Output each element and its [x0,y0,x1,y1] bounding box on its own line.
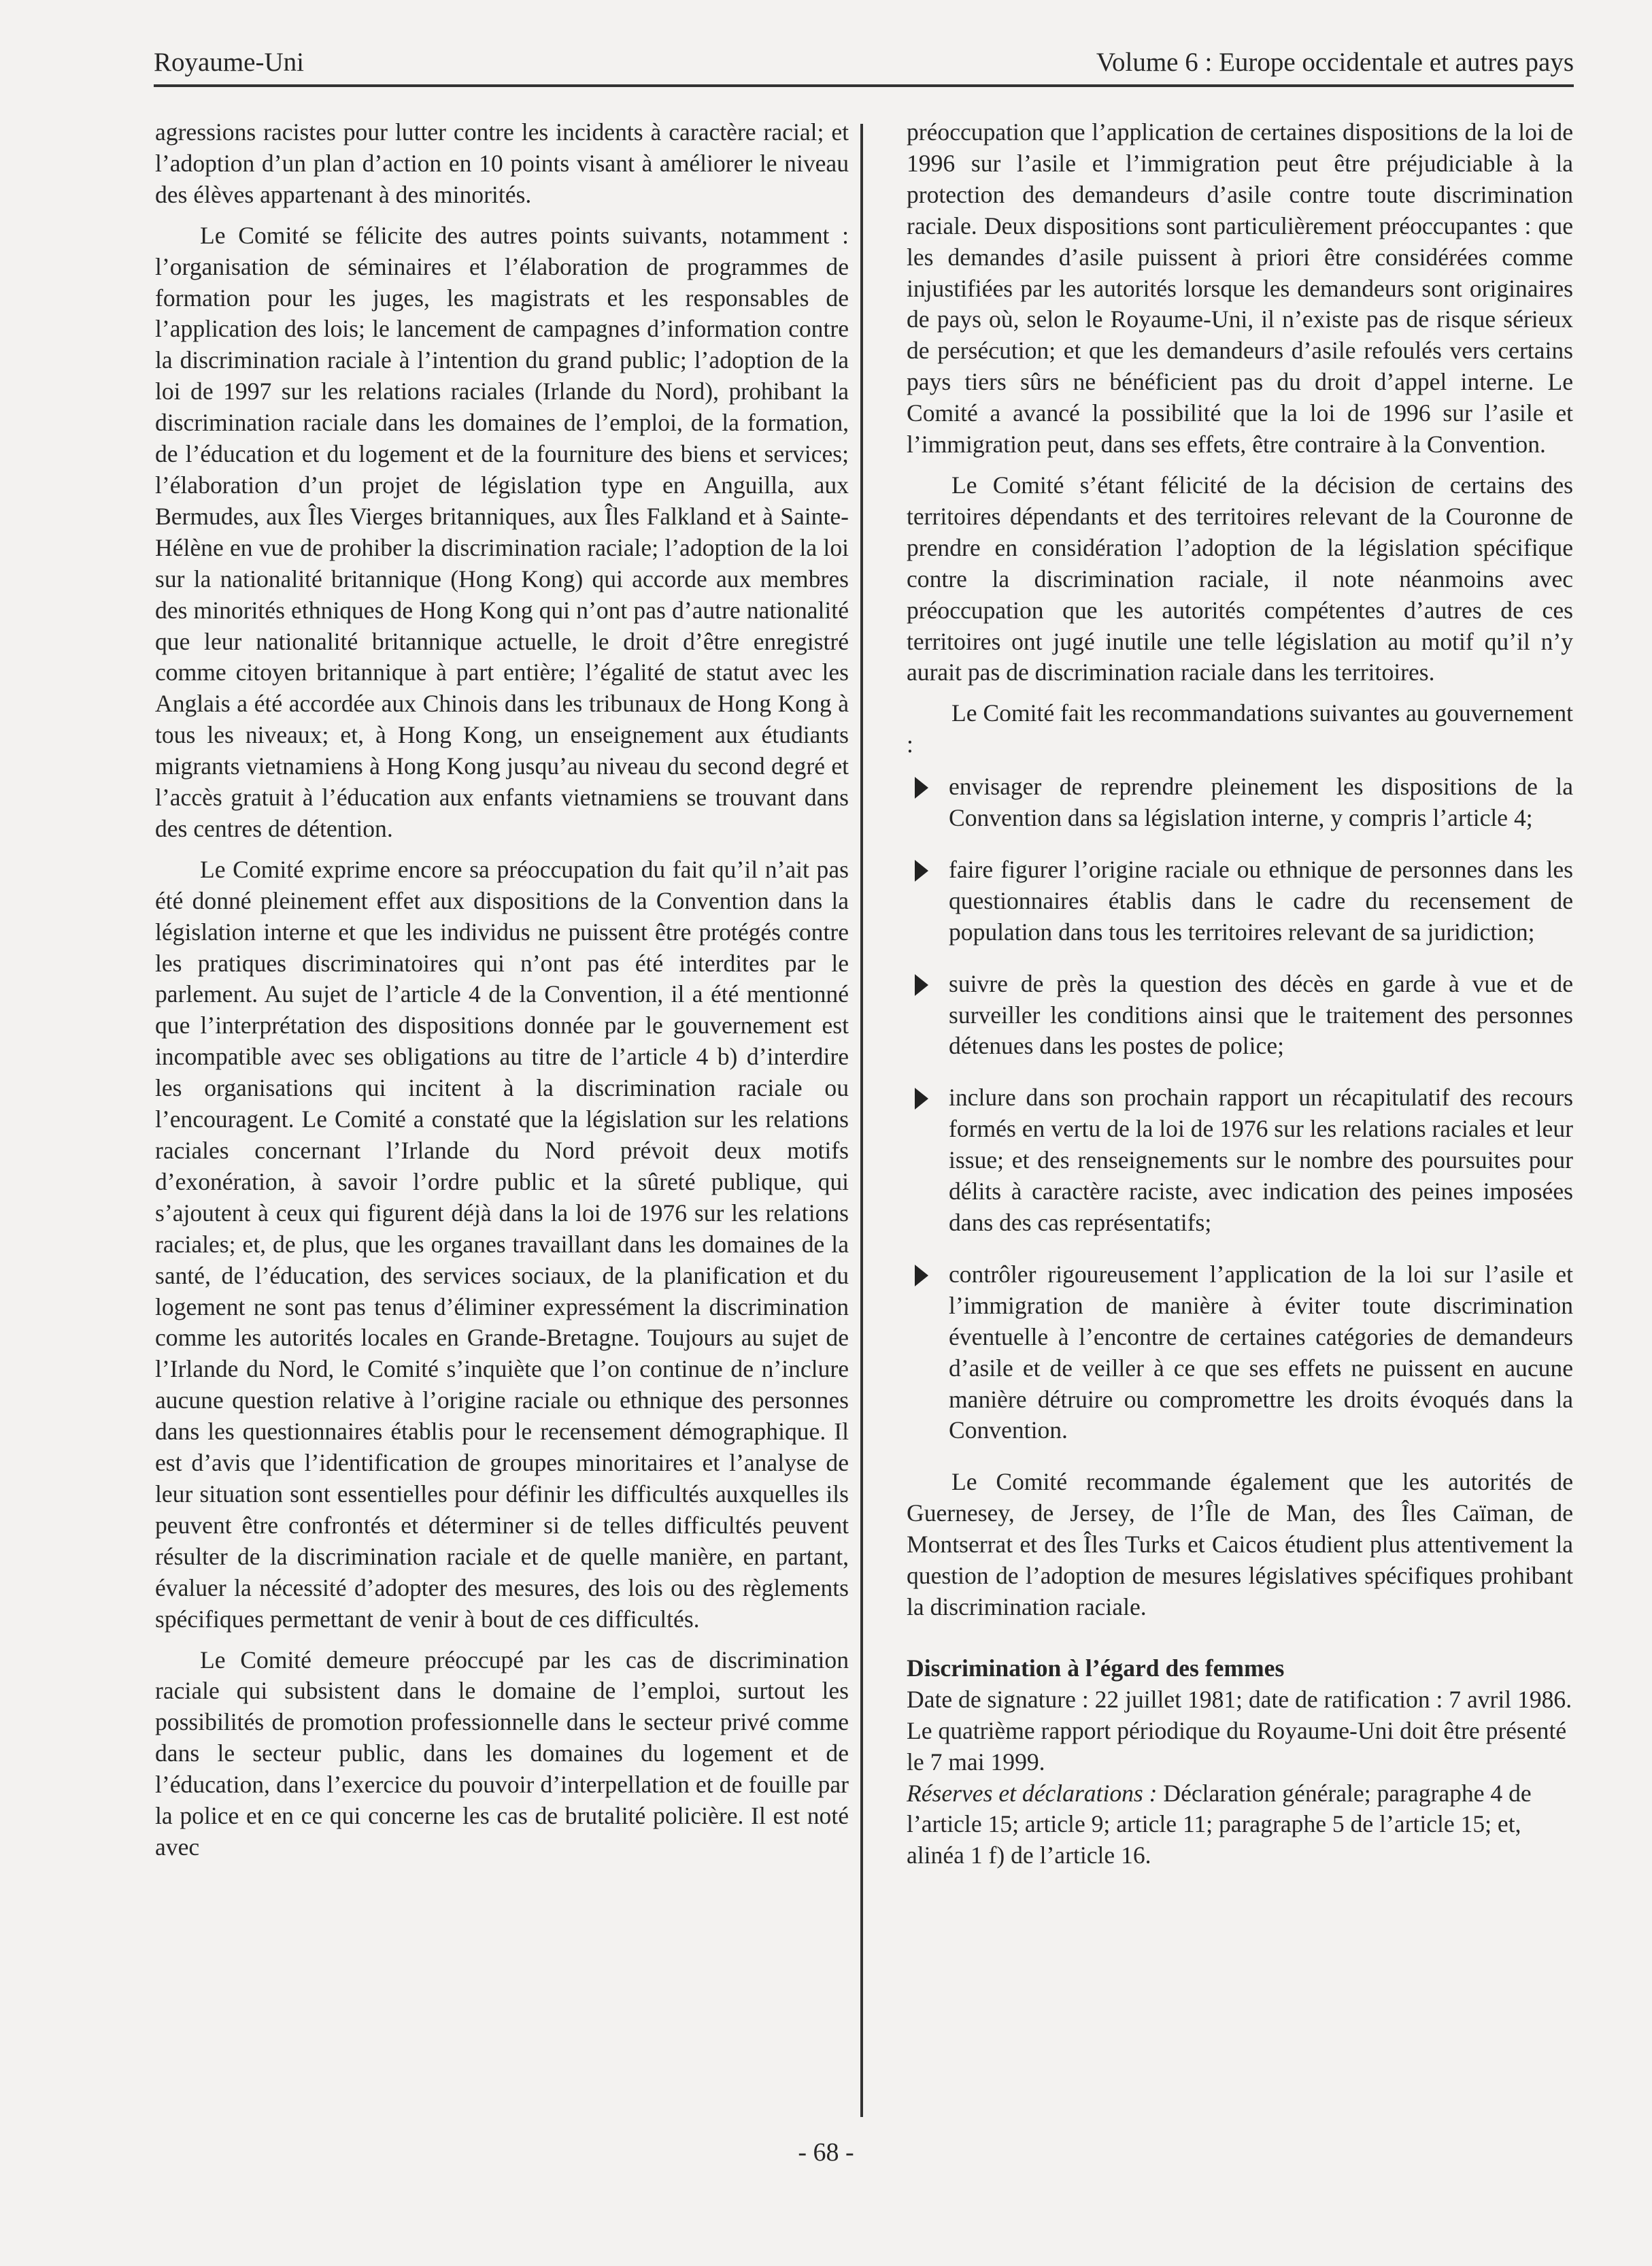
header-volume: Volume 6 : Europe occidentale et autres pays [1096,48,1574,77]
triangle-bullet-icon [915,1088,928,1110]
reserves-text: Déclaration générale; paragraphe 4 de l’article 15; article 9; article 11; paragraphe 5 de l’article 15; et, alinéa 1 f) de l’article 16. [907,1779,1532,1869]
list-item-text: suivre de près la question des décès en garde à vue et de surveiller les conditions ainsi que le traitement des personnes détenues dans les postes de police; [949,969,1573,1060]
list-item [907,771,1573,834]
header-country: Royaume-Uni [154,48,304,77]
reserves-label: Réserves et déclarations : [907,1779,1158,1807]
column-divider [860,124,863,2117]
list-item [907,1082,1573,1239]
list-item-text: contrôler rigoureusement l’application de la loi sur l’asile et l’immigration de manière à éviter toute discrimination éventuelle à l’encontre de certaines catégories de demandeurs d’asile et de veiller à ce que ses effets ne puissent en aucune manière détruire ou compromettre les droits évoqués dans la Convention. [949,1260,1573,1444]
triangle-bullet-icon [915,860,928,882]
left-column [155,117,849,1873]
right-column [907,117,1573,1871]
signature-ratification-dates: Date de signature : 22 juillet 1981; date de ratification : 7 avril 1986. [907,1685,1572,1713]
section-title: Discrimination à l’égard des femmes [907,1654,1285,1682]
list-item-text: inclure dans son prochain rapport un récapitulatif des recours formés en vertu de la loi de 1976 sur les relations raciales et leur issue; et des renseignements sur le nombre des poursuites pour délits à caractère raciste, avec indication des peines imposées dans des cas représentatifs; [949,1084,1573,1236]
paragraph: Le Comité fait les recommandations suivantes au gouvernement : [907,699,1573,759]
list-item [907,854,1573,948]
paragraph: Le Comité s’étant félicité de la décision de certains des territoires dépendants et des territoires relevant de la Couronne de prendre en considération l’adoption de la législation spécifique contre la discrimination raciale, il note néanmoins avec préoccupation que les autorités compétentes d’autres de ces territoires ont jugé inutile une telle législation au motif qu’il n’y aurait pas de discrimination raciale dans les territoires. [907,471,1573,686]
list-item-text: faire figurer l’origine raciale ou ethnique de personnes dans les questionnaires établis dans le cadre du recensement de population dans tous les territoires relevant de sa juridiction; [949,855,1573,946]
report-due-date: Le quatrième rapport périodique du Royaume-Uni doit être présenté le 7 mai 1999. [907,1716,1567,1776]
header-rule [154,84,1574,87]
recommendations-list [907,771,1573,1446]
paragraph: préoccupation que l’application de certaines dispositions de la loi de 1996 sur l’asile et l’immigration peut être préjudiciable à la protection des demandeurs d’asile contre toute discrimination raciale. Deux dispositions sont particulièrement préoccupantes : que les demandes d’asile puissent à priori être considérées comme injustifiées par les autorités lorsque les demandeurs sont originaires de pays où, selon le Royaume-Uni, il n’existe pas de risque sérieux de persécution; et que les demandeurs d’asile refoulés vers certains pays tiers sûrs ne bénéficient pas du droit d’appel interne. Le Comité a avancé la possibilité que la loi de 1996 sur l’asile et l’immigration peut, dans ses effets, être contraire à la Convention. [907,118,1573,459]
reserves-line [907,1778,1573,1872]
triangle-bullet-icon [915,1265,928,1286]
paragraph: agressions racistes pour lutter contre les incidents à caractère racial; et l’adoption d’un plan d’action en 10 points visant à améliorer le niveau des élèves appartenant à des minorités. [155,118,849,208]
paragraph: Le Comité exprime encore sa préoccupation du fait qu’il n’ait pas été donné pleinement effet aux dispositions de la Convention dans la législation interne et que les individus ne puissent être protégés contre les pratiques discriminatoires qui n’ont pas été interdites par le parlement. Au sujet de l’article 4 de la Convention, il a été mentionné que l’interprétation des dispositions donnée par le gouvernement est incompatible avec ses obligations au titre de l’article 4 b) d’interdire les organisations qui incitent à la discrimination raciale ou l’encouragent. Le Comité a constaté que la législation sur les relations raciales concernant l’Irlande du Nord prévoit deux motifs d’exonération, à savoir l’ordre public et la sûreté publique, qui s’ajoutent à ceux qui figurent déjà dans la loi de 1976 sur les relations raciales; et, de plus, que les organes travaillant dans les domaines de la santé, de l’éducation, des services sociaux, de la planification et du logement ne sont pas tenus d’éliminer expressément la discrimination comme les autorités locales en Grande-Bretagne. Toujours au sujet de l’Irlande du Nord, le Comité s’inquiète que l’on continue de n’inclure aucune question relative à l’origine raciale ou ethnique des personnes dans les questionnaires établis pour le recensement démographique. Il est d’avis que l’identification de groupes minoritaires et l’analyse de leur situation sont essentielles pour définir les difficultés auxquelles ils peuvent être confrontés et déterminer si de telles difficultés peuvent résulter de la discrimination raciale et de quelle manière, en partant, évaluer la nécessité d’adopter des mesures, des lois ou des règlements spécifiques permettant de venir à bout de ces difficultés. [155,855,849,1633]
section-discrimination-femmes [907,1653,1573,1871]
paragraph: Le Comité se félicite des autres points suivants, notamment : l’organisation de séminaires et l’élaboration de programmes de formation pour les juges, les magistrats et les responsables de l’application des lois; le lancement de campagnes d’information contre la discrimination raciale à l’intention du grand public; l’adoption de la loi de 1997 sur les relations raciales (Irlande du Nord), prohibant la discrimination raciale dans les domaines de l’emploi, de la formation, de l’éducation et du logement et de la fourniture des biens et services; l’élaboration d’un projet de législation type en Anguilla, aux Bermudes, aux Îles Vierges britanniques, aux Îles Falkland et à Sainte-Hélène en vue de prohiber la discrimination raciale; l’adoption de la loi sur la nationalité britannique (Hong Kong) qui accorde aux membres des minorités ethniques de Hong Kong qui n’ont pas d’autre nationalité que leur nationalité britannique actuelle, le droit d’être enregistré comme citoyen britannique à part entière; l’égalité de statut avec les Anglais a été accordée aux Chinois dans les tribunaux de Hong Kong à tous les niveaux; et, à Hong Kong, un enseignement aux étudiants migrants vietnamiens à Hong Kong jusqu’au niveau du second degré et l’accès gratuit à l’éducation aux enfants vietnamiens se trouvant dans des centres de détention. [155,221,849,842]
page-number: - 68 - [798,2138,854,2167]
running-header [154,42,1574,83]
list-item-text: envisager de reprendre pleinement les dispositions de la Convention dans sa législation interne, y compris l’article 4; [949,773,1573,832]
triangle-bullet-icon [915,974,928,996]
triangle-bullet-icon [915,777,928,799]
list-item [907,969,1573,1063]
list-item [907,1259,1573,1446]
paragraph: Le Comité recommande également que les autorités de Guernesey, de Jersey, de l’Île de Man, des Îles Caïman, de Montserrat et des Îles Turks et Caicos étudient plus attentivement la question de l’adoption de mesures législatives spécifiques prohibant la discrimination raciale. [907,1468,1573,1620]
paragraph: Le Comité demeure préoccupé par les cas de discrimination raciale qui subsistent dans le domaine de l’emploi, surtout les possibilités de promotion professionnelle dans le secteur privé comme dans le secteur public, dans les domaines du logement et de l’éducation, dans l’exercice du pouvoir d’interpellation et de fouille par la police et en ce qui concerne les cas de brutalité policière. Il est noté avec [155,1646,849,1861]
